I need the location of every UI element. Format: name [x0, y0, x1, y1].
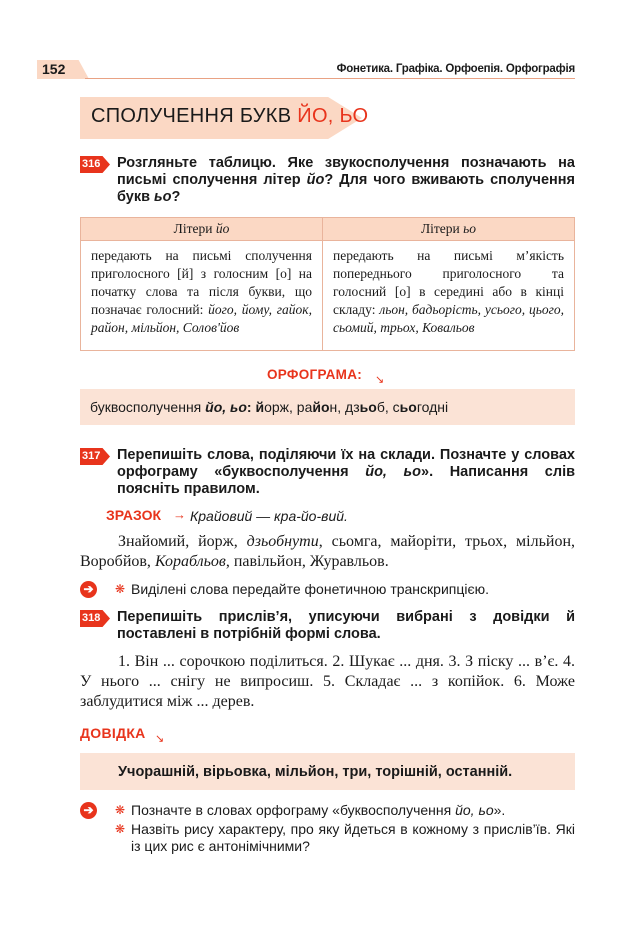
section-title [91, 105, 368, 128]
final-task-1: Позначте в словах орфограму «буквосполучення йо, ьо». [131, 802, 506, 818]
exercise-number-317: 317 [82, 450, 101, 462]
exercise-318-instruction: Перепишіть прислів’я, уписуючи вибрані з довідки й поставлені в потрібній формі слова. [117, 609, 575, 642]
final-task-bullet-icon-2: ❋ [115, 822, 126, 836]
exercise-318-proverbs: 1. Він ... сорочкою поділиться. 2. Шукає ... дня. 3. З піску ... в’є. 4. У нього ... снігу не випросиш. 5. Складає ... з копійок. 6. Може заблудитися між ... дерев. [80, 653, 575, 710]
dovidka-words: Учорашній, вірьовка, мільйон, три, торішній, останній. [118, 764, 513, 780]
exercise-316-instruction: Розгляньте таблицю. Яке звукосполучення позначають на письмі сполучення літер йо? Для чого вживають сполучення букв ьо? [117, 155, 575, 205]
orfograma-rule: буквосполучення йо, ьо: йорж, район, дзьоб, сьогодні [90, 399, 449, 415]
zrazok-example: Крайовий — кра-йо-вий. [190, 508, 348, 524]
title-main: СПОЛУЧЕННЯ БУКВ [91, 105, 298, 127]
title-accent: ЙО, ЬО [297, 105, 369, 127]
final-task-arrow-icon: ➔ [80, 802, 97, 819]
orfograma-label: ОРФОГРАМА: [267, 367, 363, 382]
final-task-bullet-icon-1: ❋ [115, 803, 126, 817]
header-rule [85, 78, 575, 79]
exercise-317-instruction: Перепишіть слова, поділяючи їх на склади. Позначте у словах орфограму «буквосполучення йо, ьо». Написання слів поясніть правилом. [117, 447, 576, 497]
orfograma-arrow-icon: ↘ [375, 374, 385, 386]
dovidka-arrow-icon: ↘ [155, 733, 165, 745]
dovidka-label: ДОВІДКА [80, 725, 146, 741]
running-head: Фонетика. Графіка. Орфоепія. Орфографія [336, 63, 575, 75]
table-cell-soft-o: передають на письмі м’якість попереднього приголосного та голосний [о] в середині або в кінці складу: льон, бадьорість, усього, цього, сьомий, трьох, Ковальов [323, 241, 575, 351]
table-header-yo: Літери йо [81, 218, 323, 241]
exercise-317-words: Знайомий, йорж, дзьобнути, сьомга, майоріти, трьох, мільйон, Воробйов, Корабльов, павільйон, Журавльов. [80, 533, 576, 570]
letters-table [80, 217, 575, 351]
table-header-soft-o: Літери ьо [323, 218, 575, 241]
exercise-number-316: 316 [82, 158, 101, 170]
task-bullet-icon: ❋ [115, 582, 126, 596]
final-task-2: Назвіть рису характеру, про яку йдеться в кожному з прислів’їв. Які із цих рис є антонімічними? [131, 821, 575, 854]
page-number: 152 [42, 61, 66, 77]
exercise-number-318: 318 [82, 612, 101, 624]
zrazok-arrow-icon: → [173, 507, 186, 522]
exercise-317-task: Виділені слова передайте фонетичною транскрипцією. [131, 581, 490, 597]
zrazok-label: ЗРАЗОК [106, 507, 162, 523]
table-cell-yo: передають на письмі сполучення приголосного [й] з голосним [о] на початку слова та після букви, що позначає голосний: його, йому, гайок, район, мільйон, Солов'йов [81, 241, 323, 351]
task-arrow-icon: ➔ [80, 581, 97, 598]
